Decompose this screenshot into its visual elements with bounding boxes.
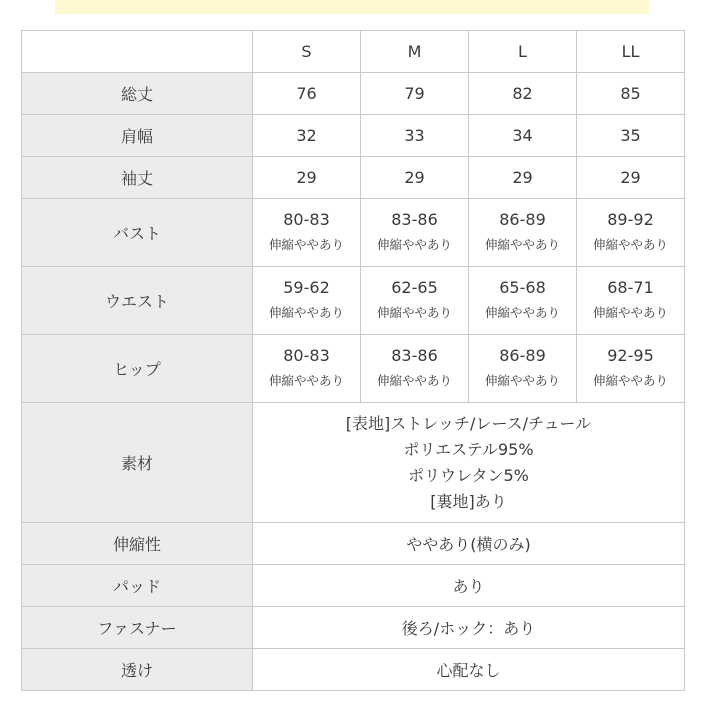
value-cell: 82 — [469, 73, 577, 115]
range-value: 86-89 — [499, 346, 546, 365]
stretch-cell: ややあり(横のみ) — [253, 523, 685, 565]
value-cell — [361, 267, 469, 335]
stretch-note: 伸縮ややあり — [376, 305, 452, 320]
value-cell — [361, 199, 469, 267]
value-cell: 79 — [361, 73, 469, 115]
size-header-s: S — [253, 31, 361, 73]
range-value: 59-62 — [283, 278, 330, 297]
range-value: 65-68 — [499, 278, 546, 297]
table-row — [22, 73, 685, 115]
row-label-hip: ヒップ — [22, 335, 253, 403]
range-value: 92-95 — [607, 346, 654, 365]
value-cell — [253, 199, 361, 267]
value-cell: 76 — [253, 73, 361, 115]
material-line: ポリウレタン5% — [408, 465, 529, 485]
header-row — [22, 31, 685, 73]
pad-cell: あり — [253, 565, 685, 607]
value-cell: 29 — [577, 157, 685, 199]
value-cell: 35 — [577, 115, 685, 157]
stretch-note: 伸縮ややあり — [268, 305, 344, 320]
stretch-note: 伸縮ややあり — [484, 305, 560, 320]
table-row — [22, 115, 685, 157]
range-value: 80-83 — [283, 210, 330, 229]
row-label-bust: バスト — [22, 199, 253, 267]
row-label-sleeve: 袖丈 — [22, 157, 253, 199]
row-label-material: 素材 — [22, 403, 253, 523]
material-line: [裏地]あり — [430, 491, 507, 511]
material-line: [表地]ストレッチ/レース/チュール — [345, 413, 592, 433]
range-value: 89-92 — [607, 210, 654, 229]
range-value: 83-86 — [391, 210, 438, 229]
value-cell — [469, 267, 577, 335]
size-header-m: M — [361, 31, 469, 73]
table-row — [22, 649, 685, 691]
stretch-note: 伸縮ややあり — [484, 237, 560, 252]
material-line: ポリエステル95% — [403, 439, 534, 459]
value-cell — [361, 335, 469, 403]
row-label-shoulder: 肩幅 — [22, 115, 253, 157]
top-banner — [55, 0, 649, 14]
stretch-note: 伸縮ややあり — [592, 373, 668, 388]
stretch-note: 伸縮ややあり — [268, 373, 344, 388]
table-row — [22, 199, 685, 267]
value-cell — [577, 267, 685, 335]
range-value: 68-71 — [607, 278, 654, 297]
value-cell — [469, 199, 577, 267]
stretch-note: 伸縮ややあり — [376, 373, 452, 388]
range-value: 83-86 — [391, 346, 438, 365]
row-label-fastener: ファスナー — [22, 607, 253, 649]
value-cell: 29 — [253, 157, 361, 199]
row-label-pad: パッド — [22, 565, 253, 607]
stretch-note: 伸縮ややあり — [376, 237, 452, 252]
corner-cell — [22, 31, 253, 73]
seethrough-cell: 心配なし — [253, 649, 685, 691]
size-header-ll: LL — [577, 31, 685, 73]
row-label-seethrough: 透け — [22, 649, 253, 691]
value-cell — [577, 199, 685, 267]
value-cell: 29 — [361, 157, 469, 199]
stretch-note: 伸縮ややあり — [268, 237, 344, 252]
material-cell — [253, 403, 685, 523]
table-row — [22, 607, 685, 649]
stretch-note: 伸縮ややあり — [592, 237, 668, 252]
value-cell — [577, 335, 685, 403]
range-value: 80-83 — [283, 346, 330, 365]
value-cell: 32 — [253, 115, 361, 157]
range-value: 86-89 — [499, 210, 546, 229]
table-row — [22, 267, 685, 335]
table-row — [22, 523, 685, 565]
value-cell — [253, 267, 361, 335]
size-header-l: L — [469, 31, 577, 73]
row-label-stretch: 伸縮性 — [22, 523, 253, 565]
value-cell: 85 — [577, 73, 685, 115]
range-value: 62-65 — [391, 278, 438, 297]
table-row — [22, 565, 685, 607]
stretch-note: 伸縮ややあり — [484, 373, 560, 388]
value-cell: 34 — [469, 115, 577, 157]
value-cell: 33 — [361, 115, 469, 157]
size-table — [21, 30, 685, 691]
table-row — [22, 157, 685, 199]
table-row — [22, 403, 685, 523]
table-row — [22, 335, 685, 403]
value-cell — [469, 335, 577, 403]
row-label-length: 総丈 — [22, 73, 253, 115]
stretch-note: 伸縮ややあり — [592, 305, 668, 320]
fastener-cell: 後ろ/ホック：あり — [253, 607, 685, 649]
value-cell: 29 — [469, 157, 577, 199]
value-cell — [253, 335, 361, 403]
row-label-waist: ウエスト — [22, 267, 253, 335]
